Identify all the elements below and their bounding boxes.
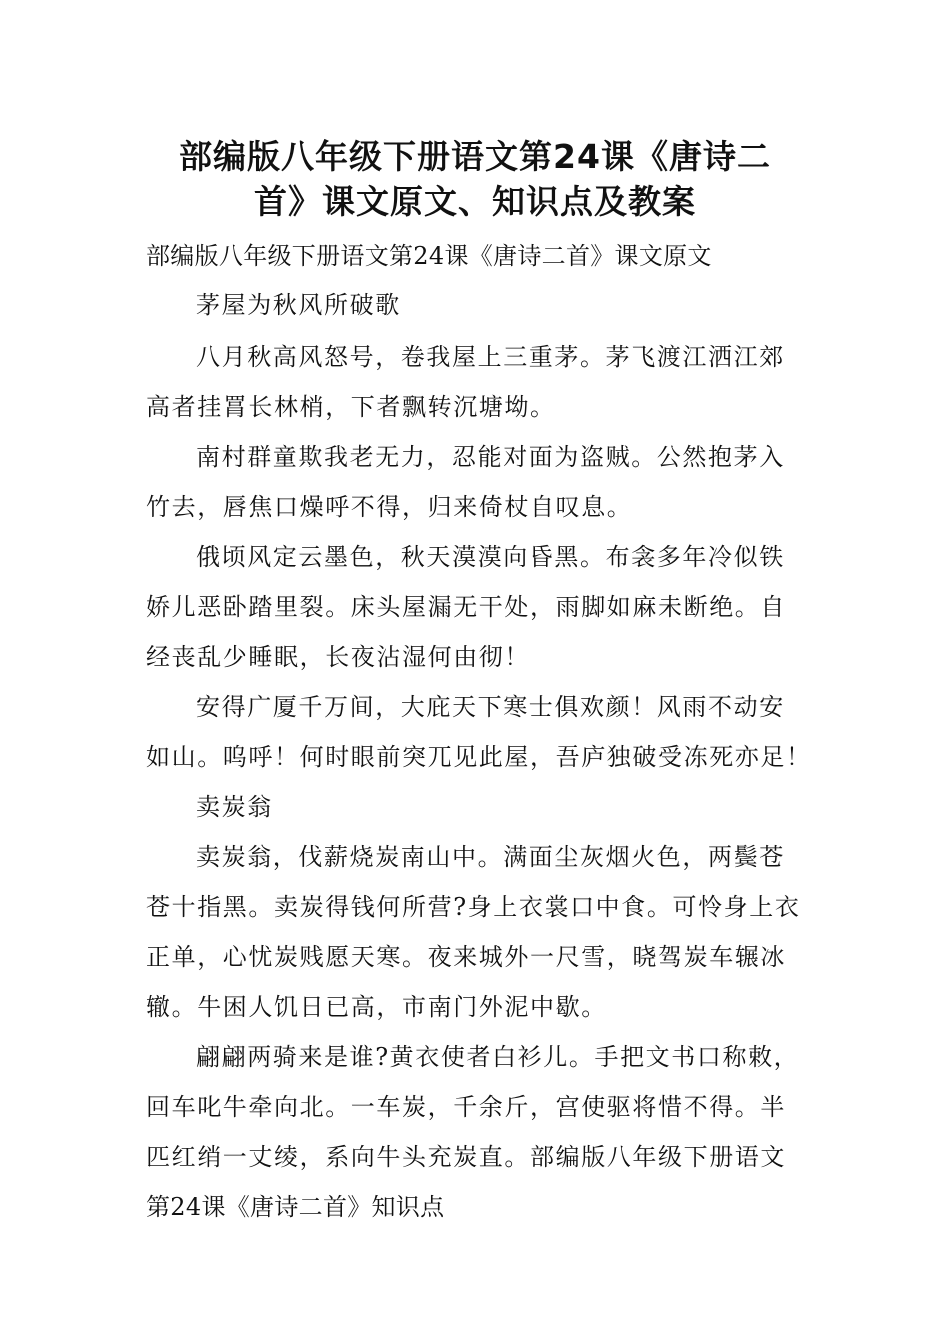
poem-line: 娇儿恶卧踏里裂。床头屋漏无干处，雨脚如麻未断绝。自 <box>146 593 786 621</box>
section-heading-original-text: 部编版八年级下册语文第24课《唐诗二首》课文原文 <box>146 242 712 270</box>
poem-line: 高者挂罥长林梢，下者飘转沉塘坳。 <box>146 393 556 421</box>
poem-line: 八月秋高风怒号，卷我屋上三重茅。茅飞渡江洒江郊 <box>196 343 785 371</box>
poem-line: 正单，心忧炭贱愿天寒。夜来城外一尺雪，晓驾炭车辗冰 <box>146 943 786 971</box>
poem-title-maowu: 茅屋为秋风所破歌 <box>196 291 401 319</box>
poem-line: 如山。呜呼！何时眼前突兀见此屋，吾庐独破受冻死亦足！ <box>146 743 812 771</box>
poem-line: 南村群童欺我老无力，忍能对面为盗贼。公然抱茅入 <box>196 443 785 471</box>
document-title-line-1: 部编版八年级下册语文第24课《唐诗二 <box>179 137 771 176</box>
poem-line: 卖炭翁，伐薪烧炭南山中。满面尘灰烟火色，两鬓苍 <box>196 843 785 871</box>
poem-line: 经丧乱少睡眠，长夜沾湿何由彻！ <box>146 643 530 671</box>
poem-line: 安得广厦千万间，大庇天下寒士俱欢颜！风雨不动安 <box>196 693 785 721</box>
section-heading-knowledge-points: 第24课《唐诗二首》知识点 <box>146 1193 445 1221</box>
poem-line: 匹红绡一丈绫，系向牛头充炭直。部编版八年级下册语文 <box>146 1143 786 1171</box>
poem-line: 俄顷风定云墨色，秋天漠漠向昏黑。布衾多年冷似铁 <box>196 543 785 571</box>
poem-title-maitanweng: 卖炭翁 <box>196 793 273 821</box>
poem-line: 苍十指黑。卖炭得钱何所营?身上衣裳口中食。可怜身上衣 <box>146 893 801 921</box>
poem-line: 翩翩两骑来是谁?黄衣使者白衫儿。手把文书口称敕， <box>196 1043 800 1071</box>
poem-line: 辙。牛困人饥日已高，市南门外泥中歇。 <box>146 993 607 1021</box>
poem-line: 竹去，唇焦口燥呼不得，归来倚杖自叹息。 <box>146 493 633 521</box>
document-title-line-2: 首》课文原文、知识点及教案 <box>254 182 696 221</box>
poem-line: 回车叱牛牵向北。一车炭，千余斤，宫使驱将惜不得。半 <box>146 1093 786 1121</box>
